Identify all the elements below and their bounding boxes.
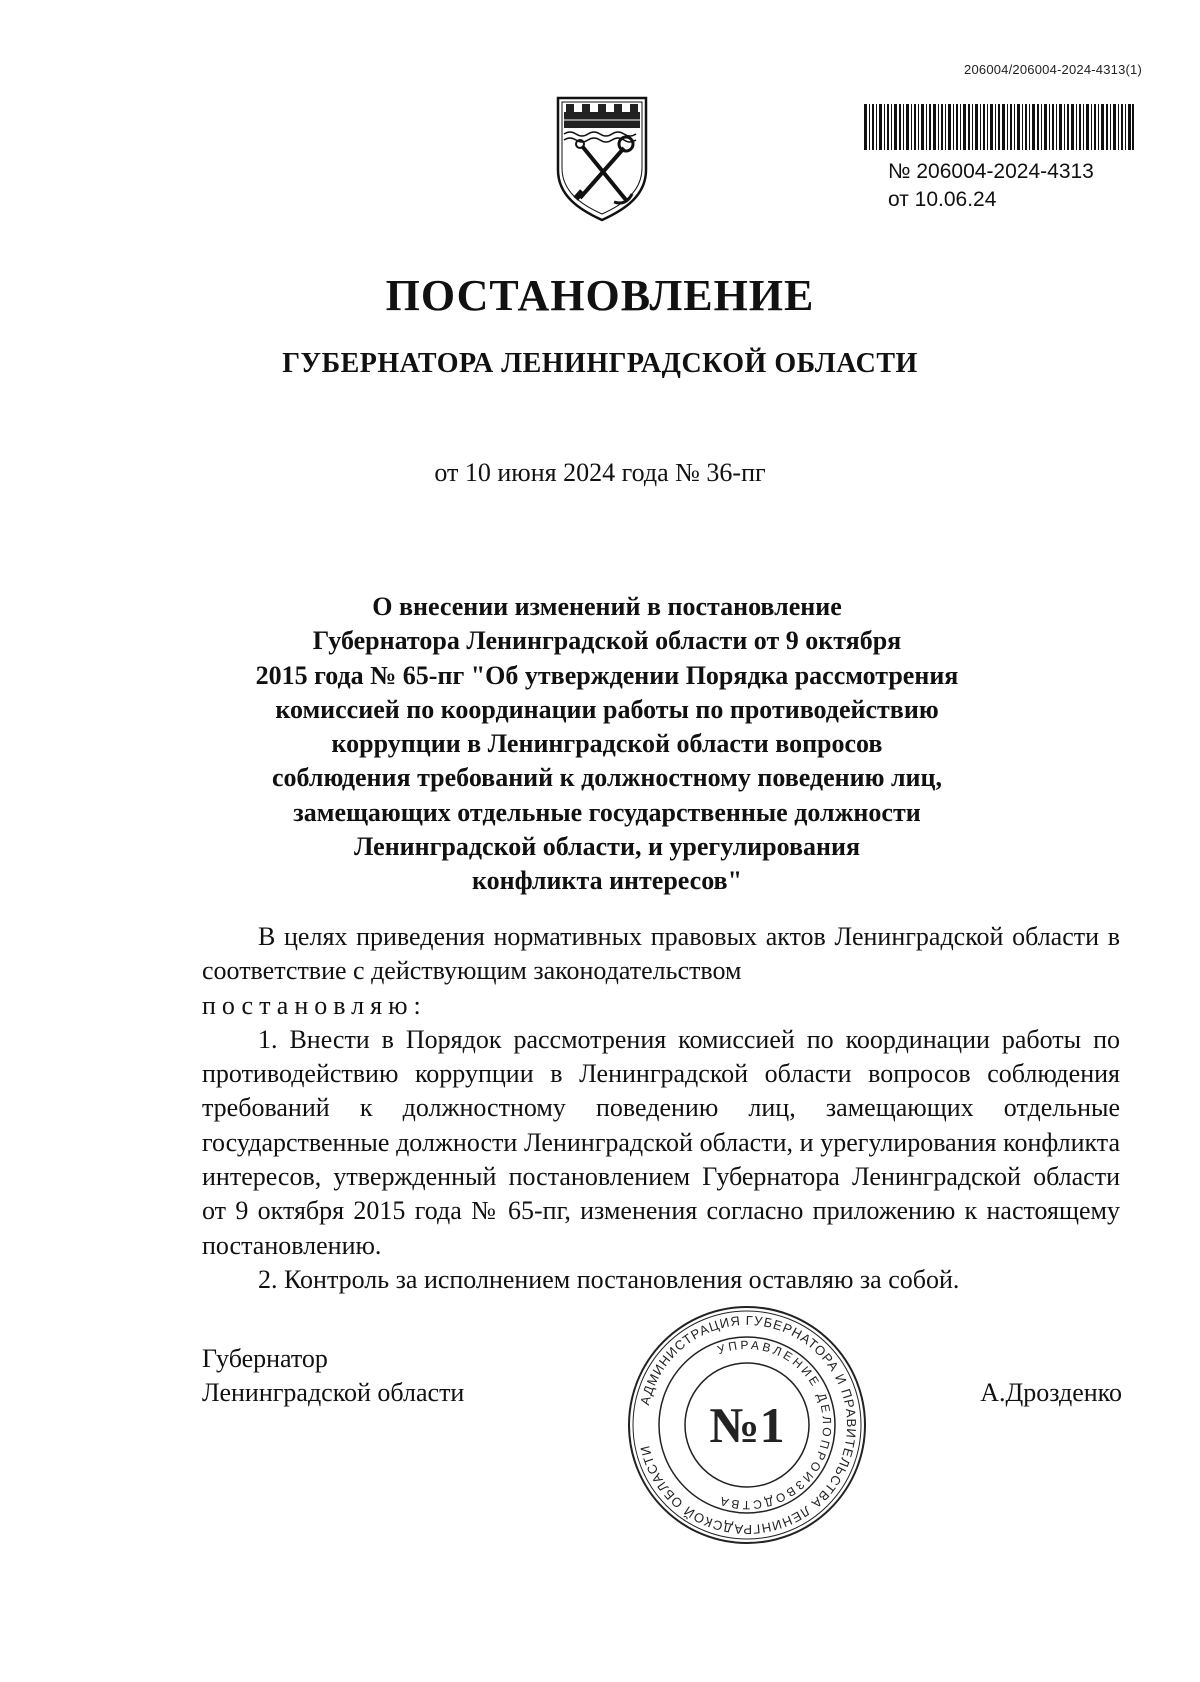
signatory-position-line: Губернатор <box>202 1344 328 1373</box>
heading-line: 2015 года № 65-пг "Об утверждении Порядка рассмотрения <box>255 660 959 690</box>
heading-line: комиссией по координации работы по противодействию <box>275 694 939 724</box>
heading-line: конфликта интересов" <box>471 866 743 896</box>
registration-block <box>864 104 1134 214</box>
stamp-inner-text: УПРАВЛЕНИЕ ДЕЛОПРОИЗВОДСТВА <box>715 1337 835 1513</box>
stamp-number: №1 <box>709 1397 785 1453</box>
stamp-outer-text: АДМИНИСТРАЦИЯ ГУБЕРНАТОРА И ПРАВИТЕЛЬСТВА ЛЕНИНГРАДСКОЙ ОБЛАСТИ <box>637 1312 860 1538</box>
document-body <box>202 920 1120 1297</box>
registration-number: № 206004-2024-4313 <box>888 160 1094 183</box>
document-title: ПОСТАНОВЛЕНИЕ <box>385 271 815 320</box>
barcode-icon <box>864 104 1134 150</box>
heading-line: О внесении изменений в постановление <box>372 592 842 621</box>
document-heading <box>190 590 1024 899</box>
signatory-name: А.Дрозденко <box>980 1378 1122 1407</box>
registration-date: от 10.06.24 <box>888 188 997 211</box>
decree-word: постановляю: <box>202 990 427 1020</box>
heading-line: Губернатора Ленинградской области от 9 октября <box>312 626 902 656</box>
official-stamp <box>624 1302 870 1548</box>
heading-line: соблюдения требований к должностному поведению лиц, <box>271 763 943 793</box>
decree-word-line <box>202 989 1120 1023</box>
item-1-paragraph: 1. Внести в Порядок рассмотрения комиссией по координации работы по противодействию коррупции в Ленинградской области вопросов соблюдения требований к должностному поведению лиц, замещающих отдельные государственные должности Ленинградской области, и урегулирования конфликта интересов, утвержденный постановлением Губернатора Ленинградской области от 9 октября 2015 года № 65-пг, изменения согласно приложению к настоящему постановлению. <box>202 1024 1120 1260</box>
heading-line: замещающих отдельные государственные должности <box>293 797 921 827</box>
document-date-number: от 10 июня 2024 года № 36-пг <box>434 458 766 487</box>
document-subtitle: ГУБЕРНАТОРА ЛЕНИНГРАДСКОЙ ОБЛАСТИ <box>282 348 918 379</box>
signatory-position <box>202 1342 464 1410</box>
preamble-paragraph: В целях приведения нормативных правовых актов Ленинградской области в соответствие с действующим законодательством <box>202 922 1120 986</box>
heading-line: коррупции в Ленинградской области вопросов <box>331 729 883 759</box>
document-reference: 206004/206004-2024-4313(1) <box>964 62 1142 77</box>
item-2-paragraph: 2. Контроль за исполнением постановления оставляю за собой. <box>258 1264 960 1294</box>
signatory-position-line: Ленинградской области <box>202 1378 465 1407</box>
heading-line: Ленинградской области, и урегулирования <box>353 832 861 862</box>
coat-of-arms-icon <box>552 92 652 224</box>
